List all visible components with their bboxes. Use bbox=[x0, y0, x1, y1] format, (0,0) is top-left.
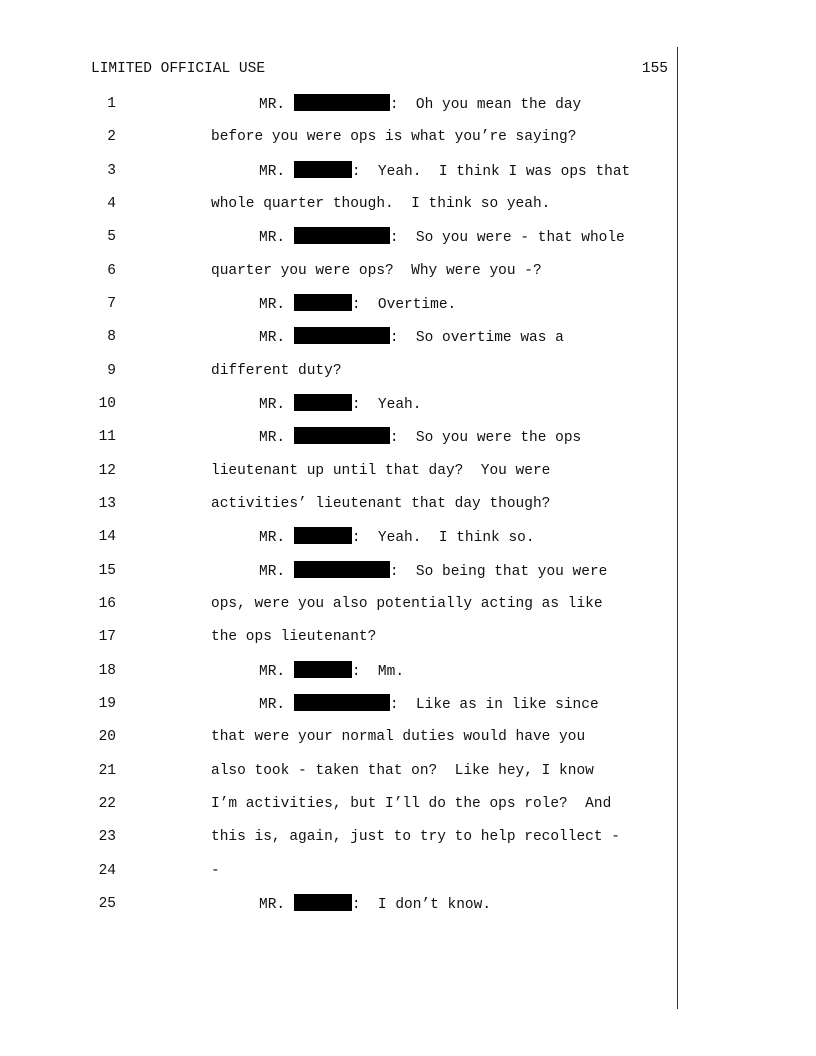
speaker-line bbox=[259, 694, 599, 715]
line-number: 16 bbox=[98, 595, 116, 612]
line-text: also took - taken that on? Like hey, I know bbox=[211, 762, 594, 779]
redacted-name bbox=[294, 94, 390, 111]
line-text: : Like as in like since bbox=[389, 696, 599, 713]
line-number: 10 bbox=[98, 395, 116, 412]
continuation-line bbox=[211, 861, 220, 881]
line-number: 12 bbox=[98, 462, 116, 479]
line-text: : Yeah. bbox=[351, 396, 422, 413]
continuation-line bbox=[211, 127, 576, 147]
transcript-line bbox=[0, 494, 676, 514]
transcript-line bbox=[0, 861, 676, 881]
line-text: ops, were you also potentially acting as like bbox=[211, 595, 603, 612]
speaker-line bbox=[259, 661, 404, 682]
redacted-name bbox=[294, 161, 352, 178]
classification-header: LIMITED OFFICIAL USE bbox=[91, 61, 266, 77]
transcript-line bbox=[0, 694, 676, 714]
transcript-line bbox=[0, 761, 676, 781]
speaker-line bbox=[259, 894, 491, 915]
redacted-name bbox=[294, 394, 352, 411]
continuation-line bbox=[211, 261, 542, 281]
speaker-line bbox=[259, 427, 581, 448]
line-text: this is, again, just to try to help recollect - bbox=[211, 829, 620, 846]
speaker-line bbox=[259, 161, 630, 182]
line-text: : Mm. bbox=[351, 663, 405, 680]
transcript-line bbox=[0, 261, 676, 281]
line-number: 18 bbox=[98, 662, 116, 679]
speaker-prefix: MR. bbox=[259, 663, 286, 680]
continuation-line bbox=[211, 361, 342, 381]
transcript-line bbox=[0, 227, 676, 247]
speaker-prefix: MR. bbox=[259, 330, 286, 347]
transcript-line bbox=[0, 194, 676, 214]
transcript-line bbox=[0, 827, 676, 847]
speaker-line bbox=[259, 327, 564, 348]
line-text: : Yeah. I think so. bbox=[351, 530, 535, 547]
line-text: : So you were the ops bbox=[389, 430, 582, 447]
speaker-prefix: MR. bbox=[259, 163, 286, 180]
line-number: 3 bbox=[107, 162, 116, 179]
line-number: 23 bbox=[98, 829, 116, 846]
speaker-line bbox=[259, 94, 581, 115]
line-number: 15 bbox=[98, 562, 116, 579]
transcript-line bbox=[0, 561, 676, 581]
redacted-name bbox=[294, 427, 390, 444]
line-number: 9 bbox=[107, 362, 116, 379]
transcript-line bbox=[0, 627, 676, 647]
speaker-line bbox=[259, 227, 625, 248]
speaker-prefix: MR. bbox=[259, 396, 286, 413]
line-number: 14 bbox=[98, 529, 116, 546]
line-number: 21 bbox=[98, 762, 116, 779]
line-number: 24 bbox=[98, 862, 116, 879]
right-margin-rule bbox=[677, 47, 678, 1009]
line-number: 11 bbox=[98, 429, 116, 446]
speaker-line bbox=[259, 561, 607, 582]
redacted-name bbox=[294, 894, 352, 911]
line-text: whole quarter though. I think so yeah. bbox=[211, 195, 551, 212]
transcript-line bbox=[0, 794, 676, 814]
line-text: I’m activities, but I’ll do the ops role? And bbox=[211, 795, 612, 812]
speaker-line bbox=[259, 294, 456, 315]
speaker-line bbox=[259, 527, 535, 548]
transcript-line bbox=[0, 127, 676, 147]
line-number: 17 bbox=[98, 629, 116, 646]
continuation-line bbox=[211, 494, 550, 514]
line-text: : So overtime was a bbox=[389, 330, 564, 347]
line-number: 25 bbox=[98, 895, 116, 912]
redacted-name bbox=[294, 561, 390, 578]
transcript-line bbox=[0, 427, 676, 447]
transcript-line bbox=[0, 661, 676, 681]
line-text: : Yeah. I think I was ops that bbox=[351, 163, 631, 180]
line-text: before you were ops is what you’re saying? bbox=[211, 129, 577, 146]
line-text: that were your normal duties would have you bbox=[211, 729, 586, 746]
line-number: 1 bbox=[107, 96, 116, 112]
speaker-prefix: MR. bbox=[259, 563, 286, 580]
line-text: different duty? bbox=[211, 362, 342, 379]
speaker-prefix: MR. bbox=[259, 696, 286, 713]
speaker-line bbox=[259, 394, 421, 415]
line-text: lieutenant up until that day? You were bbox=[211, 462, 551, 479]
transcript-line bbox=[0, 94, 676, 114]
speaker-prefix: MR. bbox=[259, 530, 286, 547]
line-text: : I don’t know. bbox=[351, 896, 492, 913]
redacted-name bbox=[294, 327, 390, 344]
transcript-line bbox=[0, 327, 676, 347]
line-number: 13 bbox=[98, 495, 116, 512]
continuation-line bbox=[211, 827, 620, 847]
line-text: : So you were - that whole bbox=[389, 230, 625, 247]
transcript-line bbox=[0, 394, 676, 414]
speaker-prefix: MR. bbox=[259, 896, 286, 913]
transcript-line bbox=[0, 294, 676, 314]
line-text: : Overtime. bbox=[351, 296, 457, 313]
redacted-name bbox=[294, 694, 390, 711]
transcript-line bbox=[0, 727, 676, 747]
line-text: : Oh you mean the day bbox=[389, 97, 582, 113]
line-text: the ops lieutenant? bbox=[211, 629, 377, 646]
line-number: 2 bbox=[107, 129, 116, 146]
redacted-name bbox=[294, 527, 352, 544]
redacted-name bbox=[294, 227, 390, 244]
speaker-prefix: MR. bbox=[259, 230, 286, 247]
line-number: 6 bbox=[107, 262, 116, 279]
line-number: 19 bbox=[98, 695, 116, 712]
continuation-line bbox=[211, 627, 376, 647]
line-number: 5 bbox=[107, 229, 116, 246]
transcript-line bbox=[0, 361, 676, 381]
line-text: : So being that you were bbox=[389, 563, 608, 580]
transcript-line bbox=[0, 594, 676, 614]
line-text: quarter you were ops? Why were you -? bbox=[211, 262, 542, 279]
line-number: 7 bbox=[107, 295, 116, 312]
speaker-prefix: MR. bbox=[259, 296, 286, 313]
redacted-name bbox=[294, 294, 352, 311]
continuation-line bbox=[211, 461, 550, 481]
continuation-line bbox=[211, 194, 550, 214]
speaker-prefix: MR. bbox=[259, 430, 286, 447]
transcript-line bbox=[0, 461, 676, 481]
transcript-line bbox=[0, 161, 676, 181]
continuation-line bbox=[211, 761, 594, 781]
line-number: 4 bbox=[107, 195, 116, 212]
continuation-line bbox=[211, 794, 611, 814]
line-text: - bbox=[211, 862, 220, 879]
transcript-line bbox=[0, 527, 676, 547]
line-number: 8 bbox=[107, 329, 116, 346]
redacted-name bbox=[294, 661, 352, 678]
line-text: activities’ lieutenant that day though? bbox=[211, 495, 551, 512]
line-number: 22 bbox=[98, 795, 116, 812]
transcript-line bbox=[0, 894, 676, 914]
speaker-prefix: MR. bbox=[259, 97, 286, 113]
continuation-line bbox=[211, 594, 603, 614]
line-number: 20 bbox=[98, 729, 116, 746]
continuation-line bbox=[211, 727, 585, 747]
page-number: 155 bbox=[641, 61, 668, 77]
